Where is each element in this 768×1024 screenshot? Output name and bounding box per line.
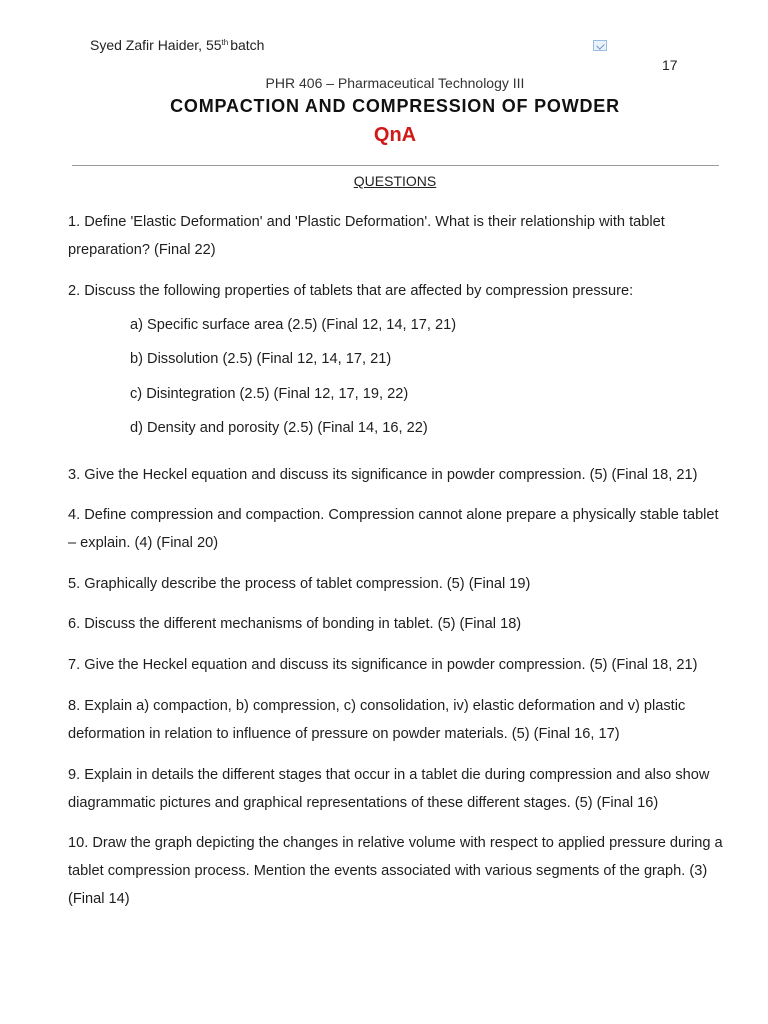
question-9: 9. Explain in details the different stages that occur in a tablet die during compression and also show diagrammatic pictures and graphical representations of these different stages. (5) (Final 16) [68,767,710,811]
question-8: 8. Explain a) compaction, b) compression, c) consolidation, iv) elastic deformation and v) plastic deformation in relation to influence of pressure on powder materials. (5) (Final 16, 17) [68,698,686,742]
question-2-subitem-d: d) Density and porosity (2.5) (Final 14, 16, 22) [130,420,428,436]
author-suffix: batch [230,37,265,53]
question-6: 6. Discuss the different mechanisms of bonding in tablet. (5) (Final 18) [68,616,522,632]
document-title: COMPACTION AND COMPRESSION OF POWDER [170,96,620,116]
question-3: 3. Give the Heckel equation and discuss its significance in powder compression. (5) (Final 18, 21) [68,467,698,483]
question-7: 7. Give the Heckel equation and discuss its significance in powder compression. (5) (Final 18, 21) [68,657,698,673]
author-line [90,37,264,53]
course-title: PHR 406 – Pharmaceutical Technology III [265,75,525,91]
question-2-subitem-b: b) Dissolution (2.5) (Final 12, 14, 17, 21) [130,351,392,367]
question-2: 2. Discuss the following properties of tablets that are affected by compression pressure: [68,283,634,299]
question-10: 10. Draw the graph depicting the changes in relative volume with respect to applied pressure during a tablet compression process. Mention the events associated with various segments of the graph. (3) (Final 14) [68,835,723,907]
question-2-subitem-c: c) Disintegration (2.5) (Final 12, 17, 19, 22) [130,386,409,402]
question-1: 1. Define 'Elastic Deformation' and 'Plastic Deformation'. What is their relationship with tablet preparation? (Final 22) [68,214,665,258]
author-name: Syed Zafir Haider, 55 [90,37,222,53]
author-sup: th [221,38,229,47]
mail-icon [593,40,607,51]
page-number: 17 [662,57,678,73]
question-4: 4. Define compression and compaction. Compression cannot alone prepare a physically stable tablet – explain. (4) (Final 20) [68,507,719,551]
question-2-subitem-a: a) Specific surface area (2.5) (Final 12, 14, 17, 21) [130,317,457,333]
horizontal-divider [72,165,719,166]
document-subtitle: QnA [373,124,417,146]
question-5: 5. Graphically describe the process of tablet compression. (5) (Final 19) [68,576,531,592]
questions-heading: QUESTIONS [353,173,437,189]
